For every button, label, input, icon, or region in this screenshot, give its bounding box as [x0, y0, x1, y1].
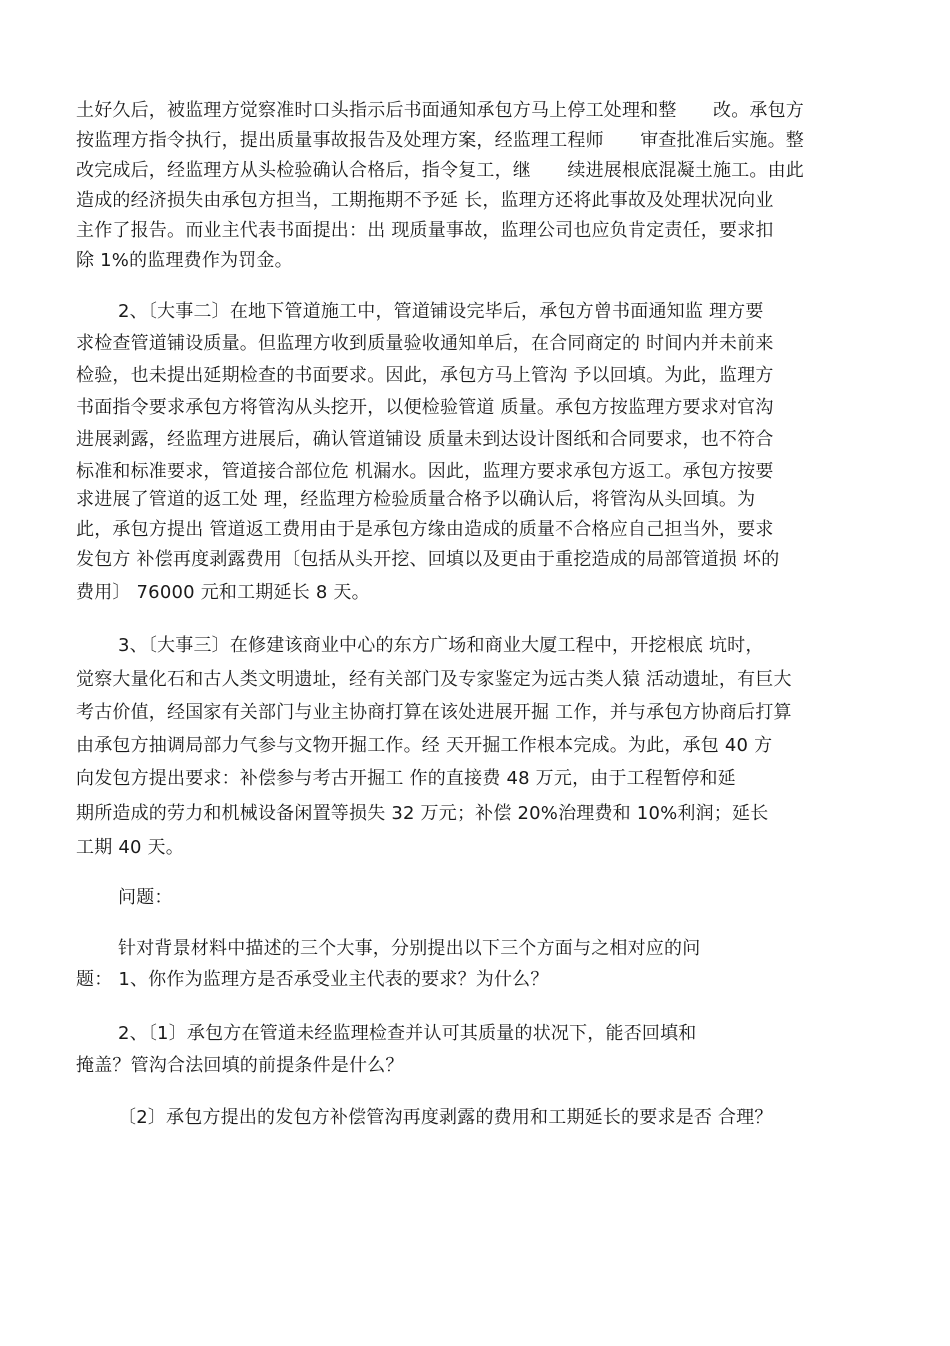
paragraph-2-line: 费用〕 76000 元和工期延长 8 天。	[76, 582, 370, 603]
paragraph-1-line: 主作了报告。而业主代表书面提出：出 现质量事故，监理公司也应负肯定责任，要求扣	[76, 220, 774, 241]
paragraph-1-line: 除 1%的监理费作为罚金。	[76, 250, 293, 271]
question-1: 题： 1、你作为监理方是否承受业主代表的要求？为什么？	[76, 969, 549, 990]
paragraph-3-line: 3、〔大事三〕在修建该商业中心的东方广场和商业大厦工程中，开挖根底 坑时，	[118, 635, 764, 656]
question-2b: 〔2〕承包方提出的发包方补偿管沟再度剥露的费用和工期延长的要求是否 合理？	[118, 1107, 773, 1128]
paragraph-3-line: 考古价值，经国家有关部门与业主协商打算在该处进展开掘 工作，并与承包方协商后打算	[76, 702, 792, 723]
paragraph-1-line: 改完成后，经监理方从头检验确认合格后，指令复工，继 续进展根底混凝土施工。由此	[76, 160, 804, 181]
paragraph-3-line: 期所造成的劳力和机械设备闲置等损失 32 万元；补偿 20%治理费和 10%利润；延长	[76, 803, 769, 824]
question-2-line: 掩盖？管沟合法回填的前提条件是什么？	[76, 1055, 404, 1076]
paragraph-2-line: 标准和标准要求，管道接合部位危 机漏水。因此，监理方要求承包方返工。承包方按要	[76, 461, 774, 482]
paragraph-2-line: 书面指令要求承包方将管沟从头挖开，以便检验管道 质量。承包方按监理方要求对官沟	[76, 397, 774, 418]
paragraph-1-line: 土好久后，被监理方觉察准时口头指示后书面通知承包方马上停工处理和整 改。承包方	[76, 100, 804, 121]
paragraph-2-line: 2、〔大事二〕在地下管道施工中，管道铺设完毕后，承包方曾书面通知监 理方要	[118, 301, 764, 322]
paragraph-2-line: 检验，也未提出延期检查的书面要求。因此，承包方马上管沟 予以回填。为此，监理方	[76, 365, 774, 386]
paragraph-1-line: 造成的经济损失由承包方担当，工期拖期不予延 长，监理方还将此事故及处理状况向业	[76, 190, 774, 211]
paragraph-2-line: 进展剥露，经监理方进展后，确认管道铺设 质量未到达设计图纸和合同要求，也不符合	[76, 429, 774, 450]
paragraph-1-line: 按监理方指令执行，提出质量事故报告及处理方案，经监理工程师 审查批准后实施。整	[76, 130, 804, 151]
questions-intro: 针对背景材料中描述的三个大事，分别提出以下三个方面与之相对应的问	[118, 938, 701, 959]
paragraph-2-line: 求检查管道铺设质量。但监理方收到质量验收通知单后，在合同商定的 时间内并未前来	[76, 333, 774, 354]
paragraph-2-line: 发包方 补偿再度剥露费用〔包括从头开挖、回填以及更由于重挖造成的局部管道损 坏的	[76, 549, 780, 570]
paragraph-3-line: 工期 40 天。	[76, 837, 184, 858]
paragraph-3-line: 觉察大量化石和古人类文明遗址，经有关部门及专家鉴定为远古类人猿 活动遗址，有巨大	[76, 669, 792, 690]
question-2-line: 2、〔1〕承包方在管道未经监理检查并认可其质量的状况下，能否回填和	[118, 1023, 697, 1044]
paragraph-2-line: 求进展了管道的返工处 理，经监理方检验质量合格予以确认后，将管沟从头回填。为	[76, 489, 756, 510]
paragraph-2-line: 此，承包方提出 管道返工费用由于是承包方缘由造成的质量不合格应自己担当外，要求	[76, 519, 774, 540]
questions-heading: 问题：	[118, 887, 173, 908]
paragraph-3-line: 向发包方提出要求：补偿参与考古开掘工 作的直接费 48 万元，由于工程暂停和延	[76, 768, 736, 789]
paragraph-3-line: 由承包方抽调局部力气参与文物开掘工作。经 天开掘工作根本完成。为此，承包 40 方	[76, 735, 773, 756]
